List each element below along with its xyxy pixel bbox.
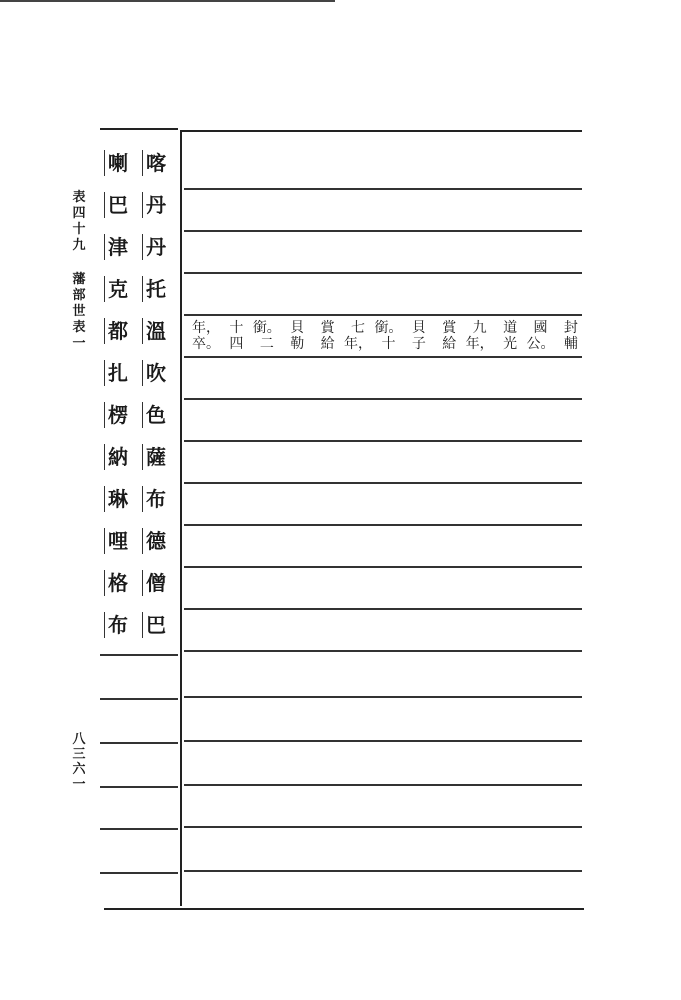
- name-char: 色: [142, 402, 166, 428]
- note-column: [287, 320, 307, 352]
- margin-title-char: 藩: [72, 272, 86, 287]
- note-char: 年，: [344, 336, 373, 352]
- note-char: 給: [442, 336, 457, 352]
- table-rule: [184, 870, 582, 872]
- note-char: 公。: [526, 336, 555, 352]
- margin-title: [70, 190, 88, 352]
- table-rule: [184, 696, 582, 698]
- table-rule: [184, 482, 582, 484]
- margin-title-char: 一: [72, 336, 86, 351]
- name-char: 納: [104, 444, 128, 470]
- note-char: 貝: [411, 320, 426, 336]
- note-column: [252, 320, 281, 352]
- note-char: 二: [259, 336, 274, 352]
- table-rule: [104, 908, 584, 910]
- note-char: 輔: [563, 336, 578, 352]
- note-column: [561, 320, 581, 352]
- table-rule: [184, 314, 582, 316]
- name-char: 丹: [142, 192, 166, 218]
- table-rule: [184, 188, 582, 190]
- note-char: 勒: [290, 336, 305, 352]
- margin-title-char: 部: [72, 288, 86, 303]
- margin-title-char: 表: [72, 320, 86, 335]
- margin-title-char: 世: [72, 304, 86, 319]
- name-char: 巴: [104, 192, 128, 218]
- margin-title-gap: [70, 254, 88, 272]
- note-column: [192, 320, 220, 352]
- margin-title-char: 四: [72, 206, 86, 221]
- name-char: 喀: [142, 150, 166, 176]
- table-rule: [100, 872, 178, 874]
- name-char: 琳: [104, 486, 128, 512]
- note-column: [226, 320, 246, 352]
- name-char: 布: [104, 612, 128, 638]
- note-char: 年，: [465, 336, 494, 352]
- name-char: 德: [142, 528, 166, 554]
- name-entry: [100, 396, 180, 438]
- name-char: 托: [142, 276, 166, 302]
- name-char: 扎: [104, 360, 128, 386]
- table-rule: [184, 524, 582, 526]
- name-entry: [100, 480, 180, 522]
- name-entry: [100, 354, 180, 396]
- note-column: [500, 320, 520, 352]
- name-char: 布: [142, 486, 166, 512]
- name-entry: [100, 438, 180, 480]
- name-entry: [100, 312, 180, 354]
- note-char: 賞: [320, 320, 335, 336]
- name-char: 薩: [142, 444, 166, 470]
- page-number-char: 八: [72, 732, 86, 747]
- table-rule: [100, 786, 178, 788]
- table-rule: [184, 608, 582, 610]
- table-rule: [184, 784, 582, 786]
- note-char: 卒。: [192, 336, 220, 352]
- table-rule: [100, 742, 178, 744]
- table-rule: [100, 698, 178, 700]
- name-entry: [100, 564, 180, 606]
- table-rule: [100, 128, 178, 130]
- page-number-char: 一: [72, 777, 86, 792]
- note-column: [344, 320, 373, 352]
- page-number-char: 三: [72, 747, 86, 762]
- name-entry: [100, 522, 180, 564]
- note-char: 年，: [192, 320, 220, 336]
- name-entry: [100, 606, 180, 648]
- name-entry: [100, 270, 180, 312]
- table-rule: [184, 356, 582, 358]
- note-char: 銜。: [374, 320, 403, 336]
- name-char: 格: [104, 570, 128, 596]
- name-char: 喇: [104, 150, 128, 176]
- table-rule: [184, 440, 582, 442]
- name-entry: [100, 186, 180, 228]
- note-column: [374, 320, 403, 352]
- table-rule: [184, 740, 582, 742]
- name-entry: [100, 144, 180, 186]
- biography-note: [192, 320, 581, 352]
- table-rule: [184, 566, 582, 568]
- note-char: 光: [503, 336, 518, 352]
- note-char: 銜。: [252, 320, 281, 336]
- note-char: 十: [229, 320, 244, 336]
- note-char: 給: [320, 336, 335, 352]
- note-column: [526, 320, 555, 352]
- note-char: 子: [411, 336, 426, 352]
- note-char: 國: [533, 320, 548, 336]
- page-number-char: 六: [72, 762, 86, 777]
- note-char: 道: [503, 320, 518, 336]
- table-rule: [184, 826, 582, 828]
- table-rule: [184, 230, 582, 232]
- table-rule: [184, 272, 582, 274]
- note-char: 七: [351, 320, 366, 336]
- margin-title-char: 表: [72, 190, 86, 205]
- note-column: [439, 320, 459, 352]
- table-rule: [100, 828, 178, 830]
- note-char: 賞: [442, 320, 457, 336]
- name-char: 溫: [142, 318, 166, 344]
- name-char: 吹: [142, 360, 166, 386]
- note-char: 封: [563, 320, 578, 336]
- table-rule: [180, 130, 582, 132]
- note-column: [409, 320, 429, 352]
- name-entry: [100, 228, 180, 270]
- name-char: 克: [104, 276, 128, 302]
- margin-title-char: 九: [72, 238, 86, 253]
- name-char: 都: [104, 318, 128, 344]
- note-column: [318, 320, 338, 352]
- top-edge-line: [0, 0, 335, 2]
- name-char: 津: [104, 234, 128, 260]
- name-char: 僧: [142, 570, 166, 596]
- note-char: 九: [472, 320, 487, 336]
- margin-title-char: 十: [72, 222, 86, 237]
- note-char: 四: [229, 336, 244, 352]
- name-column-divider: [180, 130, 182, 906]
- note-char: 貝: [290, 320, 305, 336]
- table-rule: [184, 398, 582, 400]
- name-char: 巴: [142, 612, 166, 638]
- genealogy-table: [100, 126, 585, 914]
- table-rule: [100, 654, 178, 656]
- name-char: 楞: [104, 402, 128, 428]
- note-char: 十: [381, 336, 396, 352]
- name-char: 哩: [104, 528, 128, 554]
- table-rule: [184, 650, 582, 652]
- page-number: [70, 732, 88, 792]
- note-column: [465, 320, 494, 352]
- name-char: 丹: [142, 234, 166, 260]
